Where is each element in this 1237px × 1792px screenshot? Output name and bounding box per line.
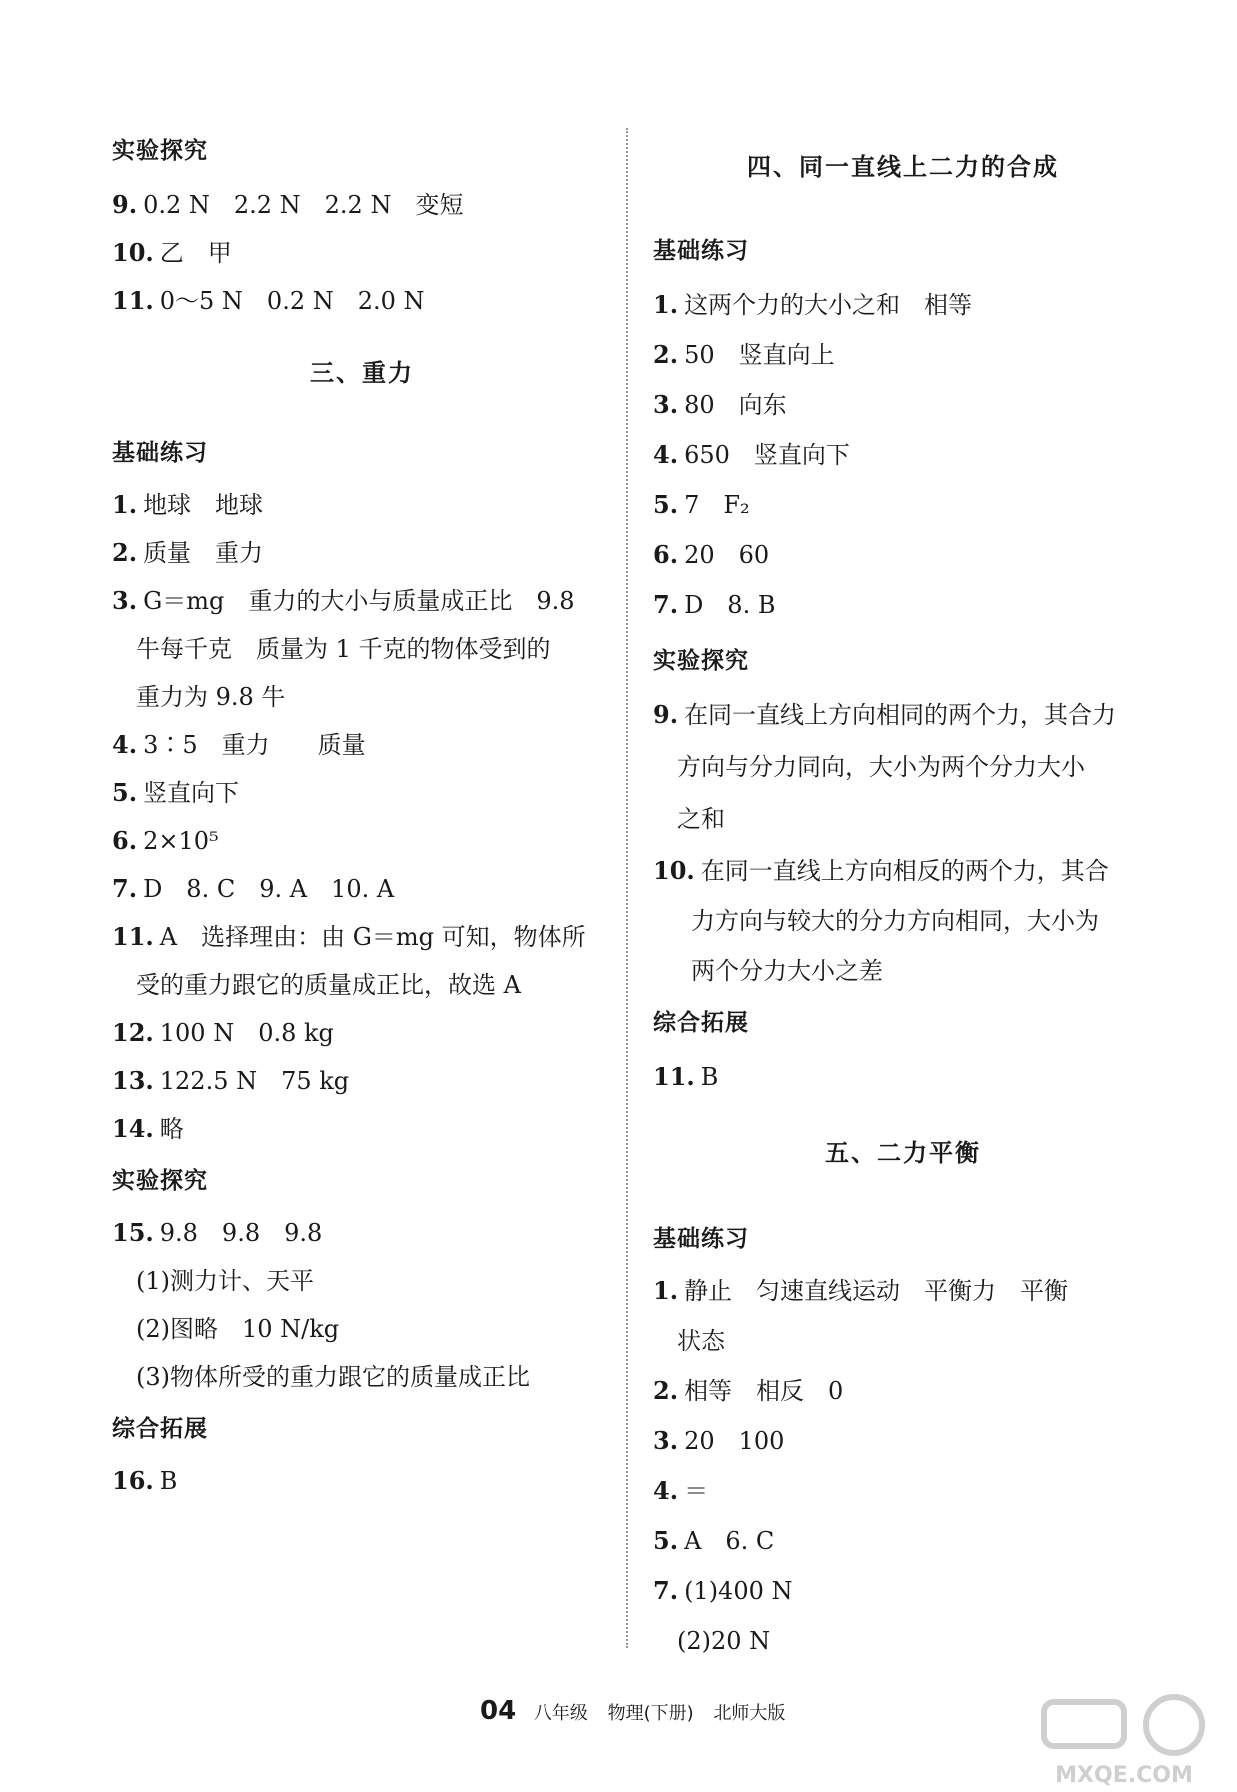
answer-item — [112, 922, 586, 952]
answer-number: 4. — [112, 730, 138, 759]
section-heading: 实验探究 — [112, 138, 208, 164]
answer-continuation: 状态 — [677, 1327, 725, 1355]
chapter-title: 三、重力 — [310, 359, 414, 387]
answer-number: 4. — [653, 440, 679, 469]
answer-number: 5. — [653, 1526, 679, 1555]
answer-item — [653, 856, 1109, 886]
answer-item — [653, 1062, 718, 1092]
answer-item — [653, 1376, 843, 1406]
answer-continuation: 两个分力大小之差 — [691, 957, 883, 985]
answer-item — [653, 340, 835, 370]
answer-item — [653, 1576, 793, 1606]
answer-item — [653, 1426, 784, 1456]
answer-number: 1. — [112, 490, 138, 519]
section-heading: 基础练习 — [112, 440, 208, 466]
answer-number: 7. — [112, 874, 138, 903]
answer-text: 静止 匀速直线运动 平衡力 平衡 — [684, 1277, 1069, 1305]
answer-text: 7 F₂ — [684, 491, 750, 519]
section-heading: 综合拓展 — [653, 1010, 749, 1036]
answer-item — [112, 1066, 349, 1096]
answer-number: 10. — [653, 856, 695, 885]
answer-item — [653, 590, 775, 620]
answer-number: 14. — [112, 1114, 154, 1143]
section-heading: 实验探究 — [653, 648, 749, 674]
answer-number: 11. — [112, 922, 154, 951]
answer-continuation: (2)20 N — [677, 1627, 771, 1655]
answer-text: A 6. C — [684, 1527, 775, 1555]
answer-number: 2. — [653, 340, 679, 369]
answer-number: 10. — [112, 238, 154, 267]
answer-text: 质量 重力 — [143, 539, 264, 567]
page-footer — [480, 1696, 799, 1726]
answer-item — [653, 390, 787, 420]
answer-number: 4. — [653, 1476, 679, 1505]
answer-text: B — [700, 1063, 719, 1091]
answer-text: 在同一直线上方向相同的两个力，其合力 — [684, 701, 1117, 729]
answer-text: 地球 地球 — [143, 491, 264, 519]
chapter-title: 五、二力平衡 — [825, 1139, 981, 1167]
answer-text: 20 100 — [684, 1427, 785, 1455]
answer-text: 0.2 N 2.2 N 2.2 N 变短 — [143, 191, 464, 219]
answer-item — [653, 700, 1116, 730]
section-heading: 基础练习 — [653, 238, 749, 264]
answer-item — [112, 1218, 322, 1248]
answer-number: 15. — [112, 1218, 154, 1247]
answer-item — [653, 1526, 774, 1556]
answer-item — [112, 538, 263, 568]
answer-number: 11. — [653, 1062, 695, 1091]
section-heading: 综合拓展 — [112, 1416, 208, 1442]
footer-subject: 物理(下册) — [607, 1703, 694, 1724]
section-heading: 基础练习 — [653, 1226, 749, 1252]
answer-number: 7. — [653, 590, 679, 619]
answer-item — [112, 874, 394, 904]
answer-number: 6. — [112, 826, 138, 855]
answer-number: 3. — [653, 1426, 679, 1455]
answer-number: 2. — [112, 538, 138, 567]
answer-text: G＝mg 重力的大小与质量成正比 9.8 — [143, 587, 575, 615]
answer-item — [112, 1114, 184, 1144]
answer-number: 16. — [112, 1466, 154, 1495]
answer-item — [112, 586, 575, 616]
chapter-title: 四、同一直线上二力的合成 — [747, 153, 1059, 181]
answer-text: D 8. C 9. A 10. A — [143, 875, 395, 903]
answer-number: 6. — [653, 540, 679, 569]
answer-item — [112, 1466, 177, 1496]
column-divider — [626, 128, 628, 1648]
footer-grade: 八年级 — [533, 1703, 588, 1724]
answer-number: 3. — [653, 390, 679, 419]
answer-text: (1)400 N — [684, 1577, 793, 1605]
answer-text: 50 竖直向上 — [684, 341, 835, 369]
answer-text: 122.5 N 75 kg — [159, 1067, 350, 1095]
answer-text: 9.8 9.8 9.8 — [159, 1219, 323, 1247]
answer-continuation: (1)测力计、天平 — [136, 1267, 314, 1295]
answer-item — [112, 1018, 334, 1048]
answer-number: 1. — [653, 1276, 679, 1305]
answer-item — [112, 490, 263, 520]
answer-item — [112, 238, 232, 268]
answer-text: A 选择理由：由 G＝mg 可知，物体所 — [159, 923, 586, 951]
answer-continuation: (3)物体所受的重力跟它的质量成正比 — [136, 1363, 530, 1391]
answer-number: 5. — [653, 490, 679, 519]
answer-text: D 8. B — [684, 591, 776, 619]
answer-item — [653, 540, 769, 570]
page-number: 04 — [480, 1696, 517, 1726]
answer-number: 3. — [112, 586, 138, 615]
answer-continuation: 重力为 9.8 牛 — [136, 683, 286, 711]
answer-text: 乙 甲 — [159, 239, 232, 267]
answer-number: 9. — [653, 700, 679, 729]
answer-item — [653, 440, 850, 470]
footer-edition: 北师大版 — [713, 1703, 786, 1724]
answer-text: 在同一直线上方向相反的两个力，其合 — [700, 857, 1109, 885]
answer-text: B — [159, 1467, 178, 1495]
answer-number: 2. — [653, 1376, 679, 1405]
answer-continuation: 方向与分力同向，大小为两个分力大小 — [677, 753, 1085, 781]
answer-item — [653, 490, 750, 520]
answer-text: 竖直向下 — [143, 779, 240, 807]
answer-number: 9. — [112, 190, 138, 219]
answer-continuation: (2)图略 10 N/kg — [136, 1315, 340, 1343]
answer-continuation: 牛每千克 质量为 1 千克的物体受到的 — [136, 635, 551, 663]
answer-number: 12. — [112, 1018, 154, 1047]
answer-text: 3∶5 重力 质量 — [143, 731, 366, 759]
answer-text: 相等 相反 0 — [684, 1377, 844, 1405]
answer-item — [653, 1276, 1068, 1306]
answer-item — [112, 778, 239, 808]
answer-text: 2×10⁵ — [143, 827, 219, 855]
answer-item — [653, 1476, 708, 1506]
answer-item — [653, 290, 972, 320]
answer-item — [112, 286, 425, 316]
answer-number: 7. — [653, 1576, 679, 1605]
answer-number: 13. — [112, 1066, 154, 1095]
answer-continuation: 之和 — [677, 805, 725, 833]
answer-text: 650 竖直向下 — [684, 441, 850, 469]
watermark-logo — [1024, 1690, 1224, 1790]
answer-text: ＝ — [684, 1477, 709, 1505]
answer-text: 100 N 0.8 kg — [159, 1019, 334, 1047]
answer-text: 0～5 N 0.2 N 2.0 N — [159, 287, 425, 315]
answer-text: 80 向东 — [684, 391, 787, 419]
answer-continuation: 受的重力跟它的质量成正比，故选 A — [136, 971, 521, 999]
answer-number: 11. — [112, 286, 154, 315]
answer-item — [112, 826, 219, 856]
answer-continuation: 力方向与较大的分力方向相同，大小为 — [691, 907, 1099, 935]
watermark-text: MXQE.COM — [1055, 1763, 1193, 1788]
section-heading: 实验探究 — [112, 1168, 208, 1194]
answer-text: 这两个力的大小之和 相等 — [684, 291, 973, 319]
answer-item — [112, 190, 463, 220]
answer-text: 20 60 — [684, 541, 770, 569]
answer-item — [112, 730, 366, 760]
answer-number: 1. — [653, 290, 679, 319]
answer-text: 略 — [159, 1115, 184, 1143]
answer-number: 5. — [112, 778, 138, 807]
